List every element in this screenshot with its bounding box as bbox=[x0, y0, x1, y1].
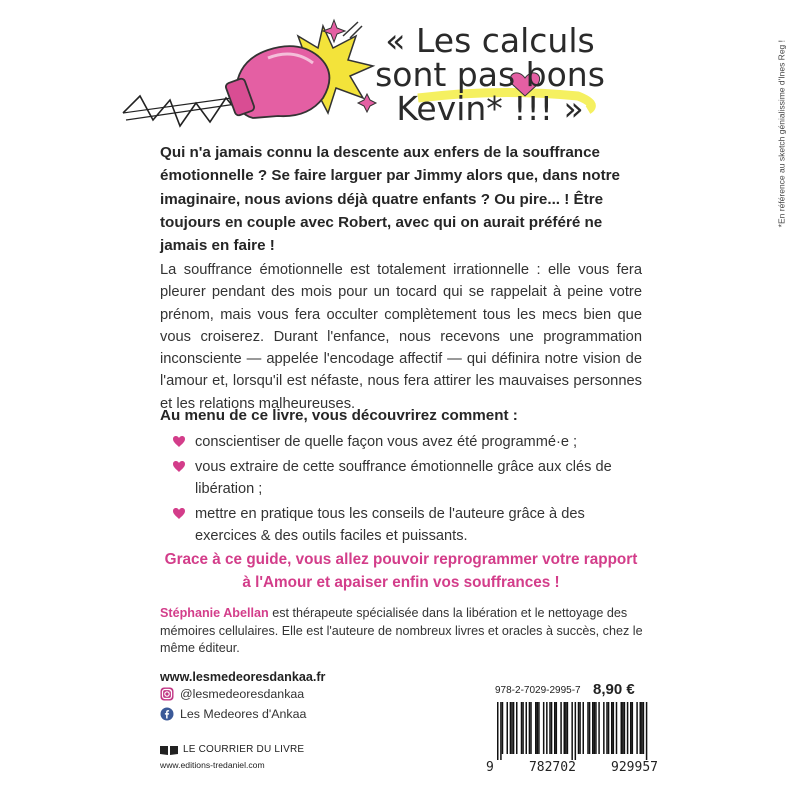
barcode-bar bbox=[613, 702, 615, 754]
barcode-bar bbox=[606, 702, 608, 754]
menu-list bbox=[160, 431, 642, 550]
barcode-bar bbox=[497, 702, 499, 760]
barcode-bar bbox=[554, 702, 556, 754]
barcode-bar bbox=[529, 702, 531, 754]
barcode-bar bbox=[502, 702, 504, 754]
barcode-bar bbox=[560, 702, 562, 754]
barcode-bar bbox=[521, 702, 523, 754]
barcode-digits bbox=[486, 760, 658, 775]
facebook-page-text: Les Medeores d'Ankaa bbox=[180, 707, 307, 721]
barcode-bar bbox=[594, 702, 596, 754]
author-bio bbox=[160, 605, 646, 658]
author-name: Stéphanie Abellan bbox=[160, 606, 269, 620]
slogan-line-3: Kevin* !!! » bbox=[396, 89, 584, 128]
barcode-bar bbox=[641, 702, 643, 754]
barcode-bar bbox=[510, 702, 512, 754]
list-item-text: conscientiser de quelle façon vous avez été programmé·e ; bbox=[195, 434, 578, 450]
list-item bbox=[160, 456, 642, 500]
barcode-bar bbox=[579, 702, 581, 754]
barcode-bar bbox=[643, 702, 645, 754]
barcode-bar bbox=[598, 702, 600, 754]
barcode-bar bbox=[556, 702, 558, 754]
barcode-digit-group: 782702 bbox=[528, 760, 576, 775]
barcode-bar bbox=[587, 702, 589, 754]
barcode-bar bbox=[589, 702, 591, 754]
author-bio-text: est thérapeute spécialisée dans la libération et le nettoyage des mémoires cellulaires. Elle est l'auteure de nombreux livres et oracles à succès, chez le même éditeur. bbox=[160, 606, 643, 655]
barcode-bar bbox=[636, 702, 638, 754]
barcode-bar bbox=[611, 702, 613, 754]
barcode-bar bbox=[578, 702, 580, 754]
barcode-bar bbox=[564, 702, 566, 754]
facebook-icon bbox=[160, 707, 174, 721]
barcode-bar bbox=[522, 702, 524, 754]
barcode-bar bbox=[530, 702, 532, 754]
barcode-bar bbox=[616, 702, 618, 754]
barcode-bar bbox=[516, 702, 518, 754]
list-item-text: mettre en pratique tous les conseils de l'auteure grâce à des exercices & des outils faciles et puissants. bbox=[195, 506, 585, 544]
barcode-bar bbox=[567, 702, 569, 754]
barcode-bar bbox=[621, 702, 623, 754]
heart-bullet-icon bbox=[172, 435, 186, 448]
barcode-bar bbox=[543, 702, 545, 754]
barcode-bar bbox=[549, 702, 551, 754]
barcode-bar bbox=[513, 702, 515, 754]
barcode-bar bbox=[571, 702, 573, 760]
barcode-bar bbox=[526, 702, 528, 754]
instagram-handle-text: @lesmedeoresdankaa bbox=[180, 687, 305, 701]
book-price: 8,90 € bbox=[593, 681, 635, 698]
barcode-bar bbox=[546, 702, 548, 754]
barcode-bar bbox=[575, 702, 577, 760]
barcode-bar bbox=[630, 702, 632, 754]
barcode-bar bbox=[511, 702, 513, 754]
slogan-line-1: « Les calculs bbox=[385, 21, 595, 60]
barcode-bar bbox=[624, 702, 626, 754]
barcode-bar bbox=[627, 702, 629, 754]
barcode-bar bbox=[535, 702, 537, 754]
barcode bbox=[497, 702, 649, 760]
facebook-page[interactable] bbox=[160, 707, 306, 721]
barcode-bar bbox=[640, 702, 642, 754]
barcode-bar bbox=[551, 702, 553, 754]
publisher-name: LE COURRIER DU LIVRE bbox=[183, 744, 305, 755]
open-book-icon bbox=[160, 745, 178, 755]
instagram-handle[interactable] bbox=[160, 687, 304, 701]
barcode-bar bbox=[595, 702, 597, 754]
heart-bullet-icon bbox=[172, 460, 186, 473]
menu-title: Au menu de ce livre, vous découvrirez comment : bbox=[160, 407, 518, 424]
barcode-bar bbox=[608, 702, 610, 754]
publisher-website[interactable]: www.editions-tredaniel.com bbox=[160, 760, 265, 770]
publisher-logo bbox=[160, 744, 304, 755]
barcode-bar bbox=[500, 702, 502, 760]
instagram-icon bbox=[160, 687, 174, 701]
intro-paragraph: Qui n'a jamais connu la descente aux enfers de la souffrance émotionnelle ? Se faire larguer par Jimmy alors que, dans notre imaginaire, nous avions déjà quatre enfants ? Ou pire... ! Être toujours en couple avec Robert, avec qui on aurait préféré ne jamais en faire ! bbox=[160, 144, 620, 255]
barcode-bar bbox=[646, 702, 648, 760]
barcode-bar bbox=[537, 702, 539, 754]
barcode-digit-group: 9 bbox=[486, 760, 494, 775]
barcode-bar bbox=[592, 702, 594, 754]
list-item bbox=[160, 431, 642, 453]
barcode-bar bbox=[507, 702, 509, 754]
barcode-bar bbox=[565, 702, 567, 754]
heart-bullet-icon bbox=[172, 507, 186, 520]
website-link[interactable]: www.lesmedeoresdankaa.fr bbox=[160, 670, 326, 684]
barcode-bar bbox=[538, 702, 540, 754]
slogan-line-2: sont pas bons bbox=[375, 55, 605, 94]
barcode-bar bbox=[622, 702, 624, 754]
barcode-bar bbox=[603, 702, 605, 754]
slogan-headline bbox=[355, 21, 625, 128]
highlight-statement: Grace à ce guide, vous allez pouvoir reprogrammer votre rapport à l'Amour et apaiser enfin vos souffrances ! bbox=[164, 551, 638, 591]
list-item-text: vous extraire de cette souffrance émotionnelle grâce aux clés de libération ; bbox=[195, 459, 612, 497]
isbn-number: 978-2-7029-2995-7 bbox=[495, 685, 581, 696]
barcode-bar bbox=[583, 702, 585, 754]
barcode-bar bbox=[632, 702, 634, 754]
body-paragraph: La souffrance émotionnelle est totalement irrationnelle : elle vous fera pleurer pendant des mois pour un tocard qui se rappelait à peine votre prénom, mais vous fera occulter complètement tous les mecs bien que vous croiserez. Durant l'enfance, nous recevons une programmation inconsciente — appelée l'encodage affectif — qui définira notre vision de l'amour et, lorsqu'il est néfaste, nous fera attirer les mauvaises personnes et les relations malheureuses. bbox=[160, 262, 642, 412]
side-footnote: *En référence au sketch génialissime d'Ines Reg ! bbox=[776, 40, 786, 228]
barcode-digit-group: 929957 bbox=[611, 760, 658, 775]
list-item bbox=[160, 503, 642, 547]
